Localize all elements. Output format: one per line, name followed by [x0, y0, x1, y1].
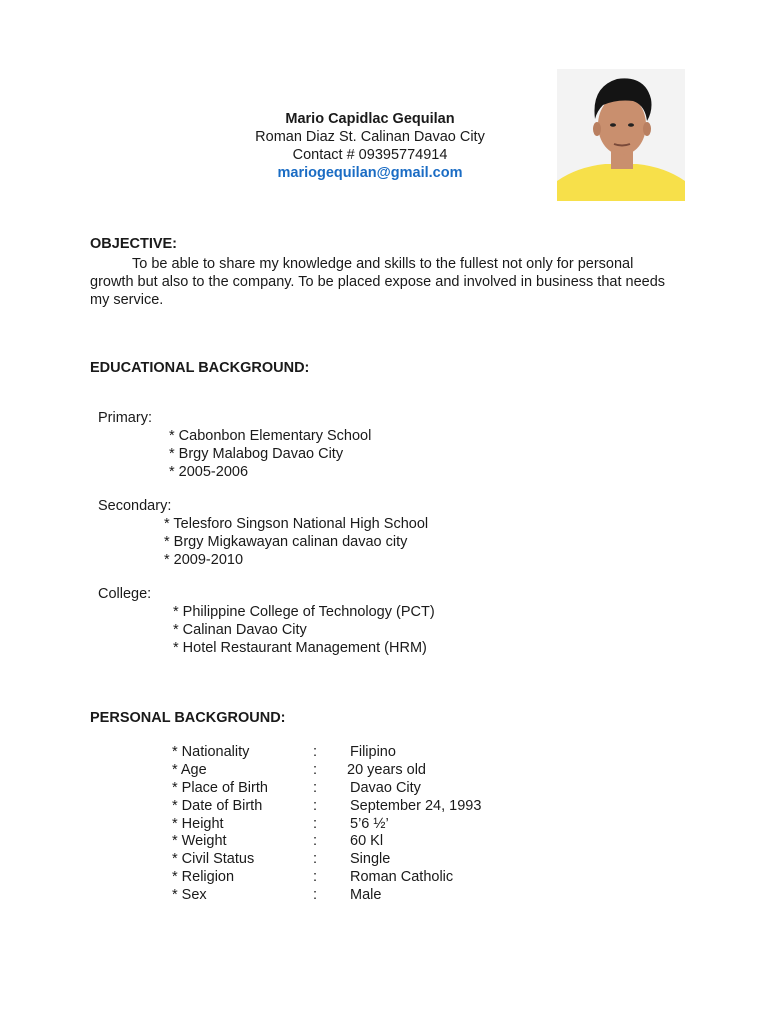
list-item: * Calinan Davao City: [173, 622, 307, 638]
separator: :: [313, 816, 318, 832]
personal-label: * Sex: [172, 887, 207, 903]
separator: :: [313, 833, 318, 849]
list-item: * 2009-2010: [164, 552, 244, 568]
applicant-name: Mario Capidlac Gequilan: [285, 111, 455, 127]
profile-photo: [557, 69, 685, 201]
list-item: * Telesforo Singson National High School: [164, 516, 429, 532]
separator: :: [313, 798, 318, 814]
personal-row: [0, 887, 768, 905]
separator: :: [313, 869, 318, 885]
personal-value: Roman Catholic: [350, 869, 454, 885]
personal-label: * Nationality: [172, 744, 250, 760]
personal-label: * Place of Birth: [172, 780, 268, 796]
personal-row: [0, 833, 768, 851]
objective-text: [90, 255, 670, 309]
personal-label: * Religion: [172, 869, 235, 885]
personal-label: * Height: [172, 816, 224, 832]
list-item: * Brgy Migkawayan calinan davao city: [164, 534, 408, 550]
portrait-image: [557, 69, 685, 201]
personal-row: [0, 744, 768, 762]
personal-row: [0, 816, 768, 834]
list-item: * Brgy Malabog Davao City: [169, 446, 344, 462]
list-item: * 2005-2006: [169, 464, 249, 480]
personal-row: [0, 798, 768, 816]
list-item: * Cabonbon Elementary School: [169, 428, 372, 444]
separator: :: [313, 744, 318, 760]
address: Roman Diaz St. Calinan Davao City: [255, 129, 485, 145]
personal-value: Male: [350, 887, 382, 903]
primary-label: Primary:: [98, 410, 152, 426]
personal-row: [0, 869, 768, 887]
education-heading: EDUCATIONAL BACKGROUND:: [90, 360, 310, 376]
personal-value: September 24, 1993: [350, 798, 482, 814]
separator: :: [313, 762, 318, 778]
personal-row: [0, 851, 768, 869]
personal-value: Single: [350, 851, 391, 867]
list-item: * Hotel Restaurant Management (HRM): [173, 640, 427, 656]
personal-value: 60 Kl: [350, 833, 384, 849]
separator: :: [313, 851, 318, 867]
personal-value: 20 years old: [347, 762, 426, 778]
personal-heading: PERSONAL BACKGROUND:: [90, 710, 286, 726]
personal-label: * Weight: [172, 833, 227, 849]
personal-label: * Date of Birth: [172, 798, 263, 814]
separator: :: [313, 887, 318, 903]
personal-label: * Age: [172, 762, 207, 778]
objective-paragraph: To be able to share my knowledge and skills to the fullest not only for personal growth but also to the company. To be placed expose and involved in business that needs my service.: [90, 256, 666, 308]
personal-row: [0, 780, 768, 798]
separator: :: [313, 780, 318, 796]
personal-value: Davao City: [350, 780, 421, 796]
personal-value: 5’6 ½’: [350, 816, 389, 832]
college-label: College:: [98, 586, 152, 602]
objective-heading: OBJECTIVE:: [90, 236, 178, 252]
contact-number: Contact # 09395774914: [292, 147, 448, 163]
list-item: * Philippine College of Technology (PCT): [173, 604, 435, 620]
email-link[interactable]: mariogequilan@gmail.com: [277, 165, 463, 181]
secondary-label: Secondary:: [98, 498, 172, 514]
personal-value: Filipino: [350, 744, 396, 760]
personal-row: [0, 762, 768, 780]
personal-label: * Civil Status: [172, 851, 255, 867]
